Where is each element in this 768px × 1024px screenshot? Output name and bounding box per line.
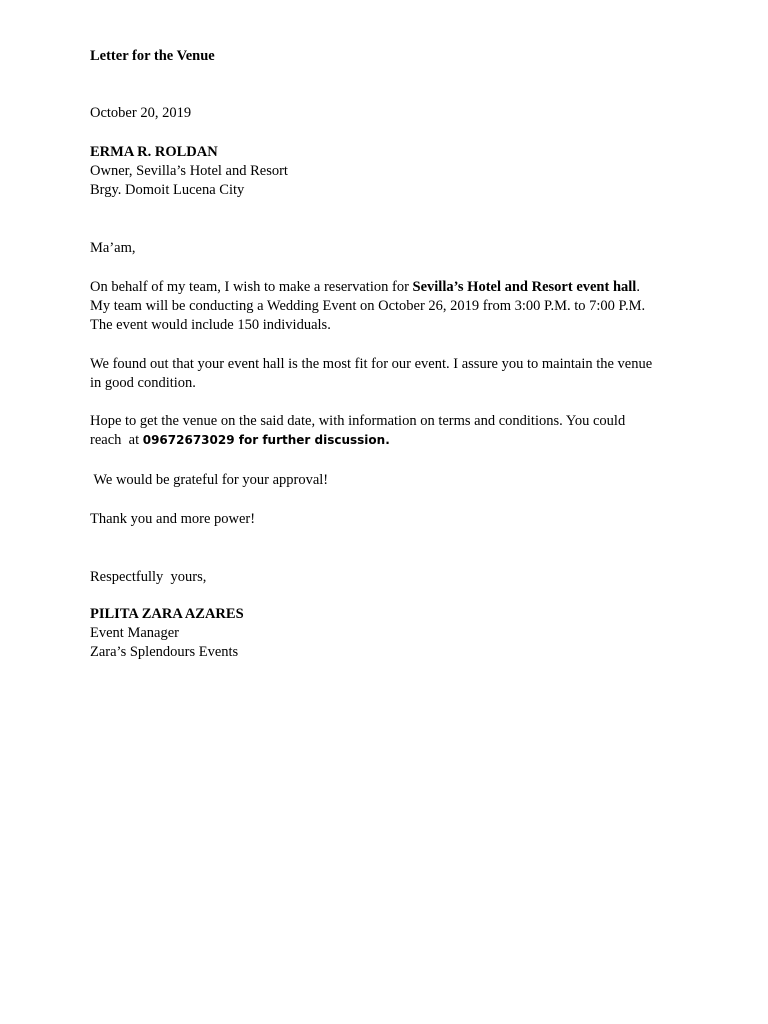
salutation: Ma’am,: [90, 240, 136, 256]
paragraph-reservation: [90, 278, 690, 335]
recipient-position: Owner, Sevilla’s Hotel and Resort: [90, 163, 288, 179]
paragraph-venue-fit: [90, 355, 690, 393]
paragraph-venue-fit-line-2: in good condition.: [90, 375, 196, 391]
venue-name: Sevilla’s Hotel and Resort event hall: [412, 279, 637, 295]
reach-text: reach at: [90, 432, 143, 448]
reservation-period: .: [636, 279, 640, 295]
recipient-address: Brgy. Domoit Lucena City: [90, 182, 245, 198]
paragraph-contact-line-2: [90, 431, 690, 450]
letter-date: October 20, 2019: [90, 105, 192, 121]
paragraph-contact: [90, 412, 690, 450]
paragraph-reservation-line-1: [90, 278, 690, 297]
letter-title: Letter for the Venue: [90, 48, 215, 64]
reservation-text: On behalf of my team, I wish to make a reservation for: [90, 279, 413, 295]
contact-number: 09672673029 for further discussion.: [142, 433, 390, 447]
paragraph-reservation-line-2: My team will be conducting a Wedding Event on October 26, 2019 from 3:00 P.M. to 7:00 P.M.: [90, 298, 646, 314]
paragraph-thanks: Thank you and more power!: [90, 511, 256, 527]
paragraph-reservation-line-3: The event would include 150 individuals.: [90, 317, 331, 333]
recipient-name: ERMA R. ROLDAN: [90, 144, 218, 160]
sender-name: PILITA ZARA AZARES: [90, 606, 244, 622]
recipient-block: [90, 143, 690, 200]
letter-closing: Respectfully yours,: [90, 569, 207, 585]
sender-company: Zara’s Splendours Events: [90, 644, 239, 660]
signature-block: [90, 605, 690, 662]
paragraph-gratitude: We would be grateful for your approval!: [90, 472, 329, 488]
paragraph-venue-fit-line-1: We found out that your event hall is the most fit for our event. I assure you to maintain the venue: [90, 356, 653, 372]
paragraph-contact-line-1: Hope to get the venue on the said date, with information on terms and conditions. You could: [90, 413, 626, 429]
sender-position: Event Manager: [90, 625, 179, 641]
